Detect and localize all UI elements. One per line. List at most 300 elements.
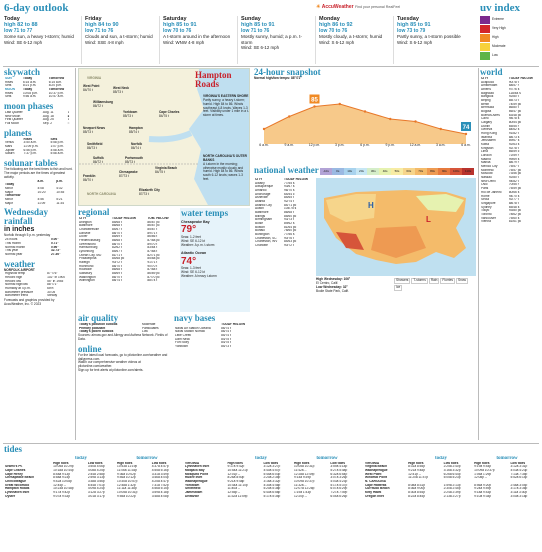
cell: 8:56a 9:20p bbox=[474, 483, 492, 487]
cell: Barometer pressure bbox=[5, 290, 34, 294]
cell: TODAY HI/LO/W bbox=[283, 178, 309, 181]
cell: Saturn bbox=[5, 152, 15, 156]
snapshot-hour-label: 6 a.m. bbox=[259, 143, 269, 147]
temp-area bbox=[264, 104, 466, 144]
day-low: low 70 to 76 bbox=[163, 27, 192, 34]
legend-swatch: 80s bbox=[427, 168, 439, 175]
table-row bbox=[4, 122, 74, 126]
cell: 91/71 t bbox=[147, 261, 158, 265]
cell: 96/70 s bbox=[283, 189, 295, 193]
table-row bbox=[4, 253, 74, 257]
cell: 94/70 s bbox=[508, 194, 520, 198]
cell: 3:16a 3:32p bbox=[443, 469, 461, 473]
legend-swatch: 30s bbox=[367, 168, 379, 175]
temp-point bbox=[288, 115, 290, 117]
cell: Low tides bbox=[330, 461, 346, 465]
city-label bbox=[131, 143, 142, 151]
cell: Atlantic City bbox=[255, 203, 272, 207]
uv-swatch bbox=[480, 52, 490, 60]
cell: a.m. bbox=[37, 179, 44, 183]
cell: Sewell's Pt. bbox=[5, 465, 23, 469]
city-label bbox=[119, 171, 138, 179]
day-name: Monday bbox=[319, 16, 340, 22]
cell: Dover bbox=[79, 235, 88, 239]
day-low: low 71 to 77 bbox=[4, 27, 33, 34]
cell: High tides bbox=[227, 461, 243, 465]
cell: 9:24a 9:49p bbox=[474, 487, 492, 491]
cell: Deltaville bbox=[185, 494, 199, 498]
cell: Yorktown bbox=[185, 483, 200, 487]
cell: Yorktown bbox=[175, 345, 188, 349]
city-label bbox=[83, 85, 99, 93]
city-temp: 84/75 t bbox=[159, 113, 169, 118]
cell: 7:31a 7:52p bbox=[151, 483, 169, 487]
cell: 12:07a 12:28p bbox=[294, 487, 315, 491]
uv-swatch bbox=[480, 43, 490, 51]
tides-table bbox=[4, 462, 180, 499]
cell: Philadelphia bbox=[79, 257, 97, 261]
table-row bbox=[78, 279, 178, 283]
moon-icon: ○ bbox=[67, 122, 70, 126]
cell: 85/68 t bbox=[112, 220, 122, 224]
cell: 86/74 t bbox=[221, 330, 231, 334]
cell: 88/73 s bbox=[508, 135, 520, 139]
cell: 10:30a 10:57p bbox=[117, 480, 138, 484]
cell: 3:12a 3:27p bbox=[263, 465, 281, 469]
cell: 88°/71° bbox=[47, 283, 58, 287]
cell: Berlin bbox=[481, 102, 490, 106]
snapshot-low-badge bbox=[461, 122, 471, 131]
uv-level-label: Low bbox=[492, 53, 498, 58]
cell: 8:30a 8:54p bbox=[408, 491, 425, 495]
cell: 27.36" bbox=[50, 252, 61, 256]
cell: 88/79 r bbox=[508, 161, 519, 165]
cell: 9:17a 9:42p bbox=[53, 491, 70, 495]
cell: 12:08p -- bbox=[474, 476, 487, 480]
cell: TOM. HI/LO/W bbox=[147, 217, 169, 220]
day-name: Sunday bbox=[241, 16, 261, 22]
cell: Windmill Point bbox=[365, 476, 388, 480]
snapshot-hour-label: 9 p.m. bbox=[385, 143, 395, 147]
precip-legend-item: Ice bbox=[396, 284, 401, 289]
day-forecast bbox=[82, 16, 160, 64]
legend-swatch: 20s bbox=[356, 168, 368, 175]
cell: TODAY HI/LO/W bbox=[112, 217, 137, 220]
cell: 4:09a 4:24p bbox=[87, 487, 105, 491]
cell: 92/63 s bbox=[508, 143, 520, 147]
day-text: Some sun, a heavy t-storm; humid bbox=[4, 34, 74, 40]
us-map bbox=[316, 178, 476, 276]
air-title: air quality bbox=[78, 314, 119, 323]
cell: VIRGINIA bbox=[365, 461, 380, 465]
cell: Geneva bbox=[481, 128, 493, 132]
temp-point bbox=[339, 103, 341, 105]
city-temp: 85/73 t bbox=[83, 129, 93, 134]
tides-group bbox=[4, 456, 180, 548]
cell: 3:59a 4:18p bbox=[330, 465, 348, 469]
cell: 10:20 bbox=[37, 190, 46, 194]
city-label bbox=[93, 101, 113, 109]
cell: 77/56 s bbox=[283, 233, 295, 237]
cell: 9:46a 10:12p bbox=[117, 476, 136, 480]
cell: 6:04a 6:26p bbox=[330, 494, 348, 498]
cell: N. CAROLINA bbox=[365, 480, 386, 484]
cell: Oyster bbox=[5, 494, 16, 498]
us-map-svg bbox=[316, 178, 476, 276]
cell: Harrisonburg bbox=[79, 246, 98, 250]
cell: 12:44p -- bbox=[53, 483, 66, 487]
cell: 86/68 t bbox=[112, 268, 122, 272]
hampton-map-svg bbox=[79, 69, 250, 206]
cell: Today's pollution outlook bbox=[79, 323, 118, 326]
online-line[interactable]: For the latest local forecasts, go to pilotonline.com/weather and dailypress.com. bbox=[78, 352, 168, 361]
cell: Oregon Inlet bbox=[365, 494, 384, 498]
water-section bbox=[180, 208, 250, 312]
city-name: Norfolk bbox=[131, 142, 143, 146]
cell: 97/76 s bbox=[508, 88, 520, 92]
world-table bbox=[480, 77, 540, 224]
cell: 3:00a 3:18p bbox=[510, 494, 528, 498]
cell: Sep. 2 bbox=[42, 122, 53, 126]
cell: Beijing bbox=[481, 99, 491, 103]
cell: Smithfield bbox=[185, 487, 201, 491]
cell: Cairo bbox=[481, 117, 489, 121]
cell: 3:16a 3:32p bbox=[263, 480, 281, 484]
cell: 10:54a 11:21p bbox=[227, 469, 248, 473]
cell: Hong Kong bbox=[481, 132, 497, 136]
cell: 0.71" bbox=[50, 241, 59, 245]
cell: Ocean City, MD bbox=[79, 253, 102, 257]
legend-swatch: 10s bbox=[344, 168, 356, 175]
cell: Buffalo bbox=[255, 229, 265, 233]
cell: Singapore bbox=[481, 201, 496, 205]
cell: 7:37 p.m. bbox=[23, 152, 37, 156]
cell: Today bbox=[23, 88, 33, 92]
city-temp: 86/73 t bbox=[87, 145, 97, 150]
city-name: Cape Charles bbox=[159, 110, 180, 114]
legend-swatch: 90s bbox=[438, 168, 450, 175]
city-name: Yorktown bbox=[123, 110, 138, 114]
cell: Greensboro bbox=[79, 242, 96, 246]
cell: Danville bbox=[79, 231, 91, 235]
cell: Sets bbox=[5, 84, 12, 88]
city-name: Franklin bbox=[83, 174, 96, 178]
cell: 85/73 t bbox=[508, 99, 519, 103]
cell: Arlington bbox=[79, 220, 92, 224]
uv-level-label: Very High bbox=[492, 26, 506, 31]
rainfall-subtitle: Norfolk through 5 p.m. yesterday bbox=[4, 233, 51, 238]
city-label bbox=[155, 167, 177, 175]
cell: Dublin bbox=[481, 124, 491, 128]
city-temp: 87/73 t bbox=[119, 173, 129, 178]
cell: 10:08 p.m. bbox=[23, 91, 39, 95]
rainfall-unit: in inches bbox=[4, 226, 35, 234]
cell: High/low temp bbox=[5, 272, 26, 276]
cell: CITY bbox=[79, 217, 87, 220]
cell: Lynnhaven Inlet bbox=[5, 491, 30, 495]
cell: 7:27a 7:49p bbox=[330, 491, 348, 495]
uv-level-label: Extreme bbox=[492, 17, 504, 22]
precip-legend-item: Rain bbox=[430, 278, 438, 282]
world-section bbox=[480, 68, 540, 440]
cell: 84/71 pc bbox=[283, 203, 297, 207]
cell: p.m. bbox=[56, 179, 63, 183]
cell: Bangkok bbox=[481, 95, 494, 99]
cell: Lima bbox=[481, 150, 488, 154]
cell: 63/48 pc bbox=[508, 113, 522, 117]
cell: 3:31a 3:49p bbox=[151, 472, 169, 476]
cell: Dam Neck bbox=[175, 337, 190, 341]
water-conditions: Seas: 1-3 feet Wind: SE 6-12 kt Weather: A heavy t-storm bbox=[181, 266, 217, 278]
cell: Wilmington bbox=[79, 279, 95, 283]
cell: 4:56 bbox=[37, 197, 44, 201]
cell: Moscow bbox=[481, 172, 493, 176]
day-text: Partly sunny, a t-storm possible bbox=[397, 34, 461, 40]
cell: 5:21 bbox=[56, 197, 63, 201]
cell: Baghdad bbox=[481, 91, 494, 95]
cell: 4:30a 4:46p bbox=[263, 483, 281, 487]
cell: 5:05a 5:23p bbox=[443, 476, 461, 480]
day-name: Today bbox=[4, 16, 20, 22]
cell: 10:05a 10:31p bbox=[117, 491, 138, 495]
water-temp: 79° bbox=[181, 224, 197, 236]
cell: Austin bbox=[255, 207, 264, 211]
cell: Rises bbox=[5, 91, 13, 95]
cell: 75/60 s bbox=[508, 216, 520, 220]
left-column bbox=[4, 68, 74, 448]
cell: 1:19a 1:43p bbox=[294, 491, 311, 495]
cell: 86/70 t bbox=[112, 275, 122, 279]
cell: 77/55 s bbox=[283, 181, 295, 185]
outlook-title: 6-day outlook bbox=[4, 3, 69, 14]
cell: CITY bbox=[481, 77, 489, 80]
cell: 85/68 pc bbox=[147, 257, 160, 261]
cell: 2:46a 3:04p bbox=[510, 483, 528, 487]
cell: 10:18a 10:44p bbox=[53, 469, 74, 473]
cell: 81/64 pc bbox=[283, 225, 297, 229]
cell: London bbox=[481, 154, 492, 158]
cell: Kingston bbox=[481, 146, 494, 150]
legend-swatch: -10s bbox=[320, 168, 332, 175]
cell: Great Wicomico bbox=[5, 483, 30, 487]
cell: 84/75 t bbox=[221, 337, 231, 341]
water-name: Chesapeake Bay bbox=[181, 220, 210, 224]
cell: 9:19a 9:44p bbox=[474, 465, 492, 469]
cell: Record low bbox=[5, 279, 21, 283]
online-line[interactable]: Sign up for text alerts at pilotonline.com/alerts. bbox=[78, 368, 144, 373]
cell: 86/68 t bbox=[283, 211, 294, 215]
cell: 92/77 t bbox=[508, 198, 519, 202]
cell: 86/74 t bbox=[221, 326, 231, 330]
cell: Rises bbox=[5, 80, 13, 84]
cell: 84/63 pc bbox=[283, 240, 297, 244]
cell: 8:36a 9:00p bbox=[408, 487, 425, 491]
water-bay bbox=[180, 219, 250, 248]
cell: 84/62 s bbox=[508, 128, 520, 132]
cell: 4:03a 4:23p bbox=[510, 469, 528, 473]
cell: 98/78 s bbox=[508, 117, 520, 121]
cell: Rudee Inlet bbox=[185, 476, 203, 480]
outlook-section bbox=[4, 3, 472, 65]
cell: 89/70 t bbox=[147, 242, 158, 246]
city-temp: 85/73 t bbox=[125, 159, 135, 164]
cell: Buenos Aires bbox=[481, 113, 500, 117]
tides-title: tides bbox=[4, 445, 22, 454]
online-line[interactable]: Watch our comprehensive weather videos at pilotonline.com/weather. bbox=[78, 360, 141, 369]
cell: Mars bbox=[5, 145, 13, 149]
cell: 10:23a 10:48p bbox=[53, 487, 74, 491]
uv-swatch bbox=[480, 25, 490, 33]
cell: 5:45a 6:03p bbox=[263, 472, 281, 476]
day-name: Saturday bbox=[163, 16, 187, 22]
cell: Venus bbox=[5, 141, 14, 145]
cell: 6:15 a.m. bbox=[48, 80, 63, 84]
cell: 10:53a 11:19p bbox=[117, 465, 138, 469]
cell: Amarillo bbox=[255, 189, 267, 193]
snapshot-section bbox=[254, 68, 476, 164]
cell: Aug. 25 bbox=[42, 118, 54, 122]
water-title: water temps bbox=[181, 208, 229, 218]
cell: 82/62 t bbox=[112, 246, 122, 250]
water-shape bbox=[189, 69, 250, 206]
cell: 3:12a 3:31p bbox=[510, 465, 528, 469]
cell: 3:17a 3:36p bbox=[510, 487, 528, 491]
cell: Montreal bbox=[481, 168, 494, 172]
cell: 11:09 p.m. bbox=[23, 145, 39, 149]
city-label bbox=[83, 127, 105, 135]
cell: Raleigh bbox=[79, 261, 90, 265]
cell: 3:46a 4:04p bbox=[151, 476, 169, 480]
brand bbox=[316, 5, 400, 11]
city-temp: 84/75 t bbox=[155, 169, 165, 174]
cell: 88/70 t bbox=[112, 264, 122, 268]
brand-name: AccuWeather bbox=[321, 4, 354, 10]
cell: First Quarter bbox=[5, 118, 23, 122]
cell: 4:08a 4:25p bbox=[87, 469, 105, 473]
cell: 6:56 p.m. bbox=[23, 148, 37, 152]
cell: 84/65 t bbox=[283, 196, 294, 200]
day-high: high 85 to 91 bbox=[397, 22, 431, 29]
city-name: Elizabeth City bbox=[139, 188, 160, 192]
cell: 87/70 pc bbox=[147, 275, 160, 279]
table-row bbox=[4, 495, 180, 499]
cell: 5:58 p.m. bbox=[50, 141, 64, 145]
day-text: A t-storm around in the afternoon bbox=[163, 34, 231, 40]
cell: Low tides bbox=[443, 461, 459, 465]
cell: Tomorrow bbox=[48, 88, 65, 92]
city-temp: 87/73 t bbox=[139, 191, 149, 196]
city-label bbox=[83, 175, 95, 183]
uv-level bbox=[480, 16, 540, 24]
cell: 12:28a 12:49p bbox=[294, 472, 315, 476]
cell: 10:09a 10:37p bbox=[474, 469, 495, 473]
cell: 11:11a 11:38p bbox=[117, 487, 137, 491]
water-ocean bbox=[180, 250, 250, 279]
cell: Roanoke bbox=[79, 268, 92, 272]
cell: 88/70 t bbox=[112, 231, 122, 235]
cell: Minor bbox=[5, 197, 13, 201]
snapshot-hour-label: 3 a.m. bbox=[436, 143, 446, 147]
cell: Baltimore bbox=[255, 211, 269, 215]
cell: Salisbury bbox=[79, 272, 93, 276]
day-low: low 71 to 76 bbox=[241, 27, 270, 34]
cell: 2:20a 2:35p bbox=[263, 476, 281, 480]
cell: 4:08 bbox=[37, 186, 44, 190]
cell: 104/75 s bbox=[283, 207, 297, 211]
legend-swatch: 0s bbox=[332, 168, 344, 175]
day-forecast bbox=[4, 16, 82, 64]
table-row bbox=[480, 220, 540, 224]
low-where: Bodie State Park, Calif. bbox=[316, 288, 349, 293]
legend-swatch: 40s bbox=[379, 168, 391, 175]
cell: 75/57 pc bbox=[508, 168, 522, 172]
table-row bbox=[364, 495, 540, 499]
precip-legend bbox=[394, 278, 476, 291]
cell: Richmond bbox=[79, 264, 94, 268]
cell: 3:01a 3:17p bbox=[87, 494, 105, 498]
day-high: high 86 to 92 bbox=[319, 22, 353, 29]
cell: 87°/76° bbox=[47, 272, 58, 276]
cell: 2:13a 2:27p bbox=[443, 494, 461, 498]
cell: VIRGINIA bbox=[185, 461, 200, 465]
cell: Birmingham bbox=[255, 218, 273, 222]
cell: 6:26a 6:44p bbox=[443, 472, 461, 476]
skywatch-head: SUN bbox=[5, 77, 12, 80]
cell: MOON bbox=[5, 88, 15, 92]
cell: Cape Henry bbox=[5, 472, 23, 476]
cell: 8:21 p.m. bbox=[23, 84, 37, 88]
day-wind: Wind: SE 6-12 mph bbox=[4, 39, 43, 45]
tides-day-label: today bbox=[435, 456, 447, 461]
uv-title: uv index bbox=[480, 3, 521, 14]
city-temp: 84/70 t bbox=[83, 87, 93, 92]
cell: TODAY HI/LO/W bbox=[221, 323, 246, 326]
water-conditions: Seas: 1-2 feet Wind: SE 6-12 kt Weather: A p.m. t-storm bbox=[181, 234, 215, 247]
city-name: Portsmouth bbox=[125, 156, 143, 160]
city-name: Suffolk bbox=[93, 156, 104, 160]
cell: 10:44a 11:10p bbox=[227, 483, 248, 487]
cell: Little Creek bbox=[175, 334, 192, 338]
snapshot-hour-label: 6 a.m. bbox=[461, 143, 471, 147]
low-pressure-icon: L bbox=[426, 215, 431, 224]
skywatch-table bbox=[4, 77, 74, 99]
snapshot-hour-label: 12 a.m. bbox=[409, 143, 422, 147]
cell: Wachapreague bbox=[365, 469, 388, 473]
cell: 12:01p -- bbox=[227, 472, 241, 476]
cell: 1:05a 1:29p bbox=[474, 472, 492, 476]
precip-legend-item: Snow bbox=[458, 278, 466, 282]
cell: Tomorrow bbox=[5, 194, 21, 198]
cell: 2:59a 3:13p bbox=[87, 476, 105, 480]
day-wind: Wind: SE 6-12 mph bbox=[241, 44, 280, 50]
cell: 65% bbox=[47, 287, 54, 291]
day-high: high 85 to 91 bbox=[241, 22, 275, 29]
cell: 86/68 t bbox=[112, 239, 122, 243]
day-text: Clouds and sun, a t-storm; humid bbox=[85, 34, 153, 40]
cell: 85/69 t bbox=[112, 235, 122, 239]
world-title: world bbox=[480, 68, 503, 77]
cell: 85/60 pc bbox=[283, 214, 297, 218]
cell: 4:58 a.m. bbox=[50, 148, 64, 152]
cell: 9:21a 9:48p bbox=[227, 480, 245, 484]
cell: 10:45 bbox=[56, 190, 65, 194]
cell: 8:58a 9:23p bbox=[53, 476, 70, 480]
badge-text: 74 bbox=[462, 125, 470, 131]
cell: 1:07 p.m. bbox=[50, 145, 64, 149]
cell: CITY bbox=[255, 178, 263, 181]
cell: 8:22a 8:45p bbox=[408, 494, 425, 498]
temp-point bbox=[313, 105, 315, 107]
